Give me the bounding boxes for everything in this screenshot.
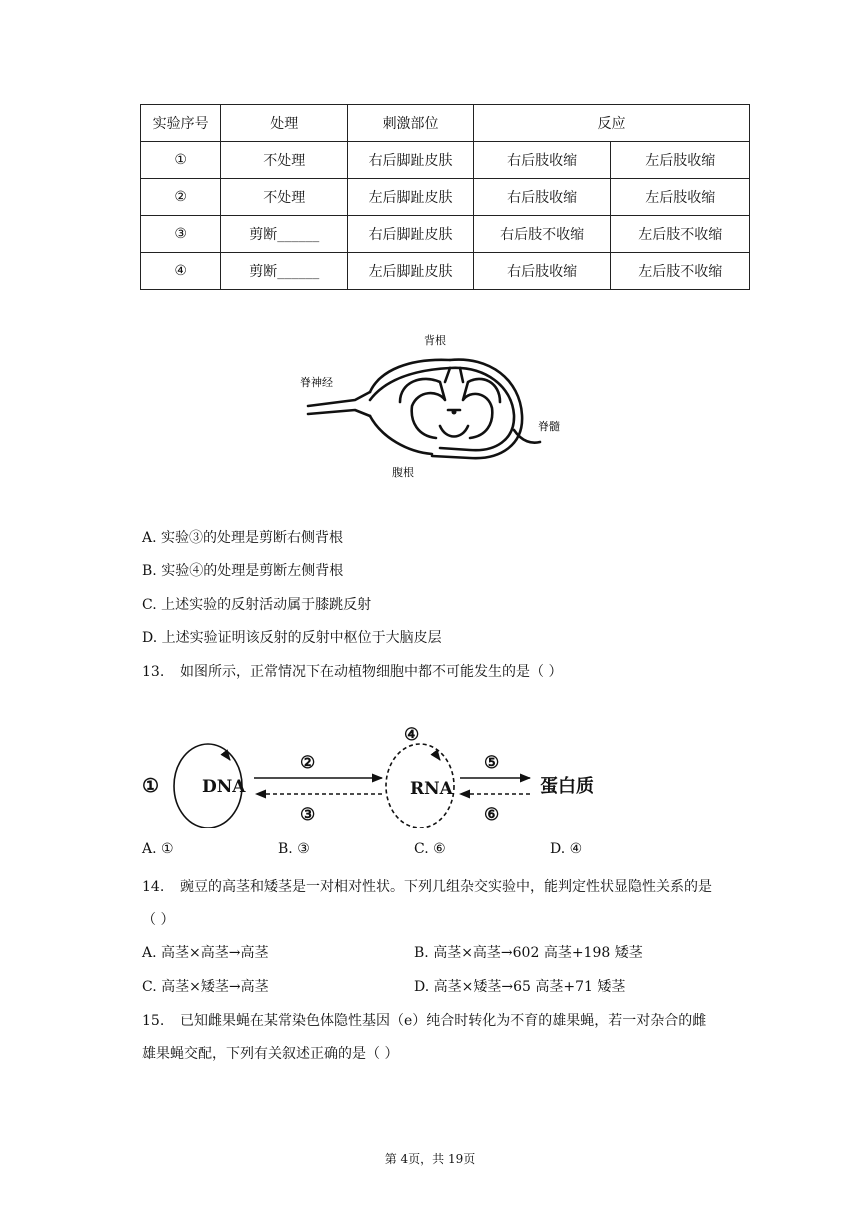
table-cell: ③ bbox=[141, 216, 221, 253]
q14-stem-line bbox=[142, 876, 712, 896]
spinal-cord-diagram bbox=[300, 330, 570, 490]
label-6: ⑥ bbox=[484, 805, 500, 825]
central-dogma-diagram bbox=[138, 718, 608, 828]
table-cell: 左后肢不收缩 bbox=[611, 216, 750, 253]
header-cell: 实验序号 bbox=[141, 105, 221, 142]
q13-option-d: D. ④ bbox=[550, 841, 583, 857]
dna-label: DNA bbox=[202, 777, 246, 797]
table-cell: 左后肢收缩 bbox=[611, 142, 750, 179]
table-row bbox=[141, 142, 750, 179]
q13-stem-line bbox=[142, 661, 562, 681]
table-cell: 不处理 bbox=[221, 179, 348, 216]
table-cell: 右后脚趾皮肤 bbox=[348, 142, 474, 179]
label-1: ① bbox=[142, 775, 160, 797]
q14-option-c: C. 高茎×矮茎→高茎 bbox=[142, 979, 269, 995]
ventral-root-label: 腹根 bbox=[392, 466, 414, 479]
q13-stem: 如图所示，正常情况下在动植物细胞中都不可能发生的是（ ） bbox=[180, 664, 563, 680]
dorsal-root-label: 背根 bbox=[424, 334, 446, 347]
q14-option-a: A. 高茎×高茎→高茎 bbox=[142, 945, 269, 961]
table-cell: ② bbox=[141, 179, 221, 216]
table-cell: 右后肢收缩 bbox=[473, 179, 611, 216]
table-cell: 左后肢不收缩 bbox=[611, 253, 750, 290]
q13-number: 13. bbox=[142, 664, 165, 680]
header-cell: 反应 bbox=[473, 105, 749, 142]
table-row bbox=[141, 253, 750, 290]
table-cell: 左后肢收缩 bbox=[611, 179, 750, 216]
q15-stem-continuation: 雄果蝇交配，下列有关叙述正确的是（ ） bbox=[142, 1046, 399, 1062]
label-4: ④ bbox=[404, 725, 420, 745]
q14-option-b: B. 高茎×高茎→602 高茎+198 矮茎 bbox=[414, 945, 643, 961]
q15-number: 15. bbox=[142, 1013, 165, 1029]
protein-label: 蛋白质 bbox=[540, 776, 594, 797]
q12-option-d: D. 上述实验证明该反射的反射中枢位于大脑皮层 bbox=[142, 630, 442, 646]
table-cell: 左后脚趾皮肤 bbox=[348, 179, 474, 216]
table-header-row bbox=[141, 105, 750, 142]
page-footer: 第 4页，共 19页 bbox=[384, 1152, 476, 1166]
q13-option-a: A. ① bbox=[142, 841, 174, 857]
table-cell: 左后脚趾皮肤 bbox=[348, 253, 474, 290]
q12-option-b: B. 实验④的处理是剪断左侧背根 bbox=[142, 563, 344, 579]
table-cell: 右后脚趾皮肤 bbox=[348, 216, 474, 253]
spinal-cord-label: 脊髓 bbox=[538, 420, 560, 433]
table-cell: 剪断______ bbox=[221, 253, 348, 290]
q13-option-b: B. ③ bbox=[278, 841, 310, 857]
table-cell: 右后肢收缩 bbox=[473, 253, 611, 290]
table-row bbox=[141, 216, 750, 253]
q13-option-c: C. ⑥ bbox=[414, 841, 446, 857]
rna-label: RNA bbox=[410, 779, 453, 799]
table-cell: 右后肢收缩 bbox=[473, 142, 611, 179]
experiment-table bbox=[140, 104, 750, 290]
header-cell: 处理 bbox=[221, 105, 348, 142]
table-cell: ① bbox=[141, 142, 221, 179]
header-cell: 刺激部位 bbox=[348, 105, 474, 142]
q15-stem: 已知雌果蝇在某常染色体隐性基因（e）纯合时转化为不育的雄果蝇，若一对杂合的雌 bbox=[180, 1013, 707, 1029]
table-cell: ④ bbox=[141, 253, 221, 290]
table-cell: 不处理 bbox=[221, 142, 348, 179]
label-2: ② bbox=[300, 753, 316, 773]
q12-option-c: C. 上述实验的反射活动属于膝跳反射 bbox=[142, 597, 372, 613]
q12-option-a: A. 实验③的处理是剪断右侧背根 bbox=[142, 530, 344, 546]
table-cell: 剪断______ bbox=[221, 216, 348, 253]
q14-option-d: D. 高茎×矮茎→65 高茎+71 矮茎 bbox=[414, 979, 626, 995]
q14-stem-continuation: （ ） bbox=[142, 912, 175, 928]
table-cell: 右后肢不收缩 bbox=[473, 216, 611, 253]
spinal-nerve-label: 脊神经 bbox=[300, 376, 333, 389]
table-row bbox=[141, 179, 750, 216]
q15-stem-line bbox=[142, 1010, 706, 1030]
label-3: ③ bbox=[300, 805, 316, 825]
q14-number: 14. bbox=[142, 879, 165, 895]
label-5: ⑤ bbox=[484, 753, 500, 773]
q14-stem: 豌豆的高茎和矮茎是一对相对性状。下列几组杂交实验中，能判定性状显隐性关系的是 bbox=[180, 879, 712, 895]
